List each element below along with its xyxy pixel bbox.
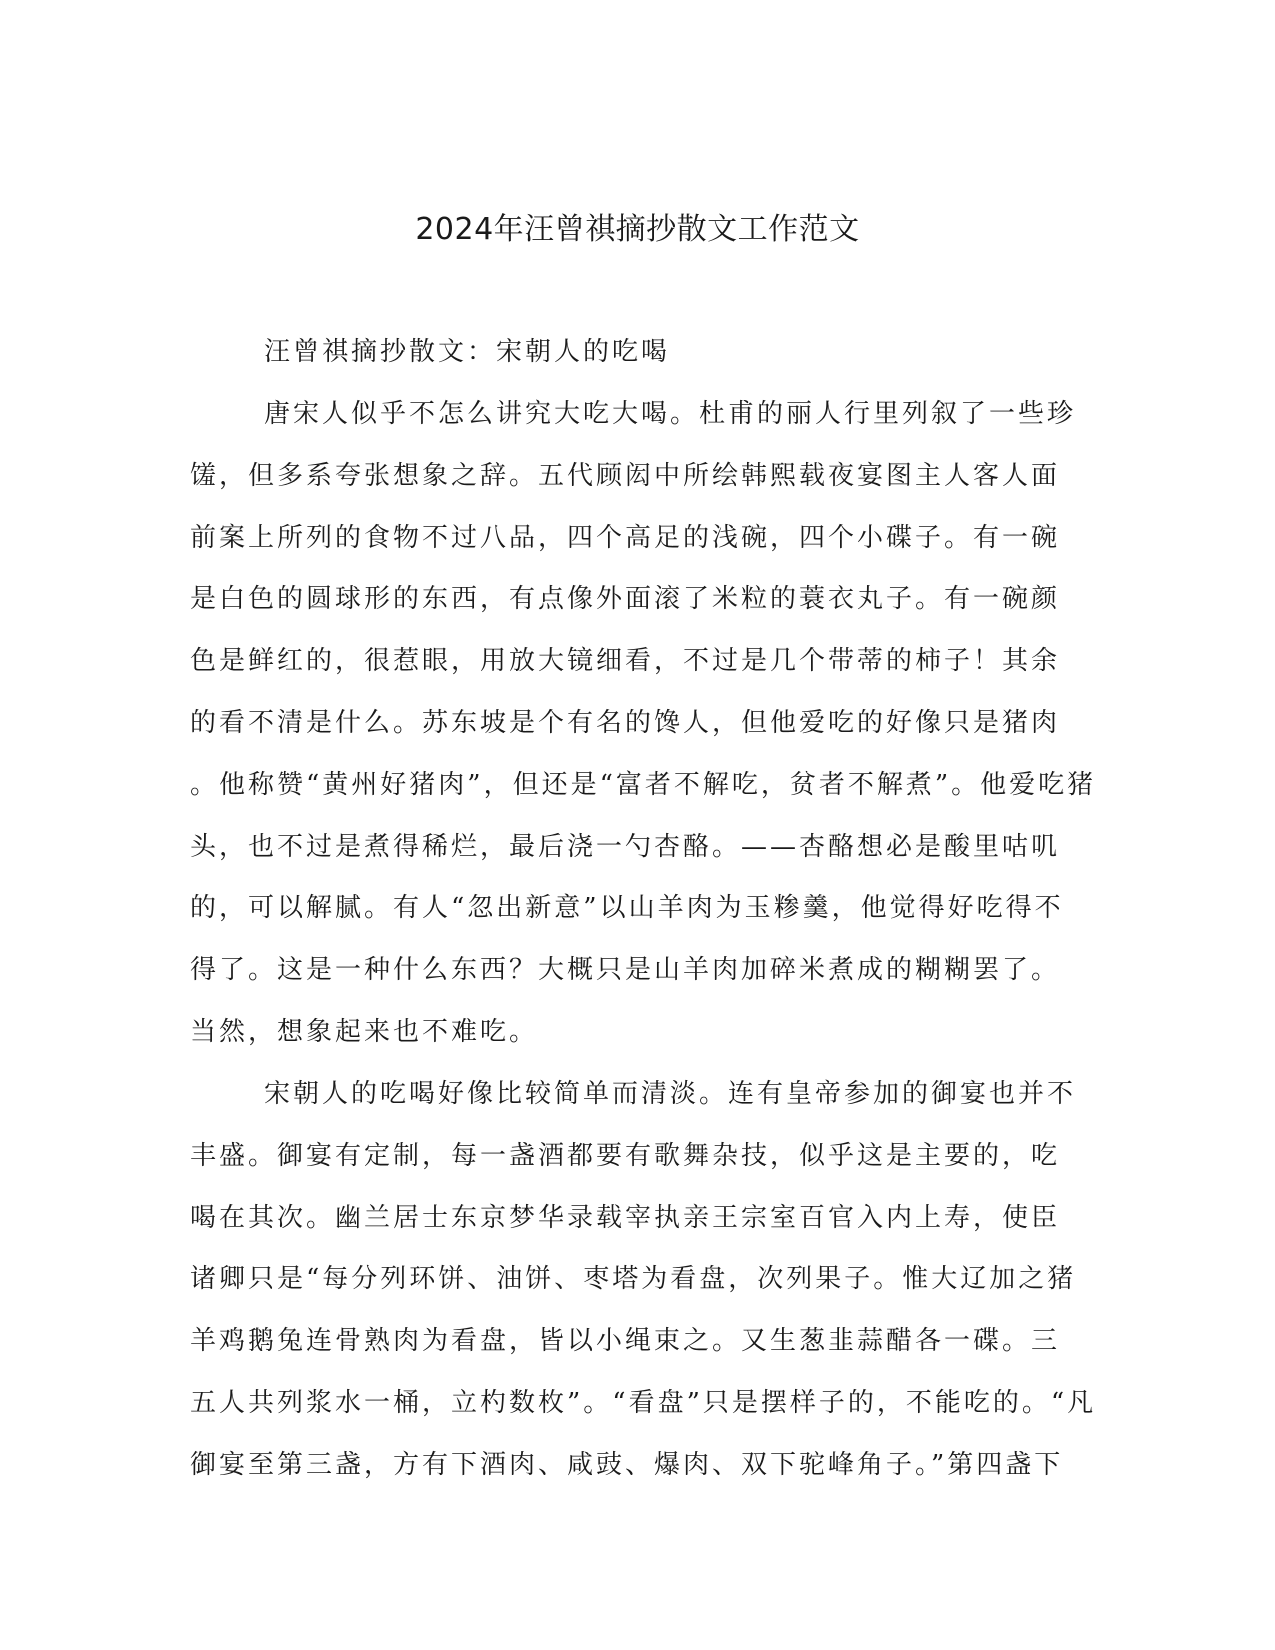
paragraph-line: 喝在其次。幽兰居士东京梦华录载宰执亲王宗室百官入内上寿，使臣 (190, 1202, 1061, 1233)
paragraph-line: 得了。这是一种什么东西？大概只是山羊肉加碎米煮成的糊糊罢了。 (190, 955, 1061, 986)
paragraph-line: 馐，但多系夸张想象之辞。五代顾闳中所绘韩熙载夜宴图主人客人面 (190, 460, 1061, 491)
paragraph-1 (190, 384, 1097, 1064)
paragraph-line: 五人共列浆水一桶，立杓数枚”。“看盘”只是摆样子的，不能吃的。“凡 (190, 1387, 1097, 1418)
document-title: 2024年汪曾祺摘抄散文工作范文 (415, 212, 860, 247)
paragraph-line: 丰盛。御宴有定制，每一盏酒都要有歌舞杂技，似乎这是主要的，吃 (190, 1140, 1061, 1171)
paragraph-line: 宋朝人的吃喝好像比较简单而清淡。连有皇帝参加的御宴也并不 (264, 1079, 1077, 1109)
paragraph-line: 前案上所列的食物不过八品，四个高足的浅碗，四个小碟子。有一碗 (190, 522, 1061, 553)
paragraph-2 (190, 1064, 1097, 1497)
paragraph-line: 是白色的圆球形的东西，有点像外面滚了米粒的蓑衣丸子。有一碗颜 (190, 584, 1061, 615)
paragraph-line: 的，可以解腻。有人“忽出新意”以山羊肉为玉糁羹，他觉得好吃得不 (190, 893, 1064, 924)
paragraph-line: 羊鸡鹅兔连骨熟肉为看盘，皆以小绳束之。又生葱韭蒜醋各一碟。三 (190, 1326, 1061, 1357)
paragraph-line: 御宴至第三盏，方有下酒肉、咸豉、爆肉、双下驼峰角子。”第四盏下 (190, 1449, 1064, 1480)
paragraph-line: 诸卿只是“每分列环饼、油饼、枣塔为看盘，次列果子。惟大辽加之猪 (190, 1264, 1077, 1295)
paragraph-line: 的看不清是什么。苏东坡是个有名的馋人，但他爱吃的好像只是猪肉 (190, 707, 1061, 738)
paragraph-line: 当然，想象起来也不难吃。 (190, 1016, 539, 1047)
paragraph-line: 唐宋人似乎不怎么讲究大吃大喝。杜甫的丽人行里列叙了一些珍 (264, 399, 1077, 429)
paragraph-line: 色是鲜红的，很惹眼，用放大镜细看，不过是几个带蒂的柿子！其余 (190, 646, 1061, 677)
paragraph-line: 头，也不过是煮得稀烂，最后浇一勺杏酪。——杏酪想必是酸里咕叽 (190, 831, 1061, 862)
paragraph-line: 。他称赞“黄州好猪肉”，但还是“富者不解吃，贫者不解煮”。他爱吃猪 (190, 769, 1097, 800)
article-subheading: 汪曾祺摘抄散文：宋朝人的吃喝 (264, 337, 671, 367)
